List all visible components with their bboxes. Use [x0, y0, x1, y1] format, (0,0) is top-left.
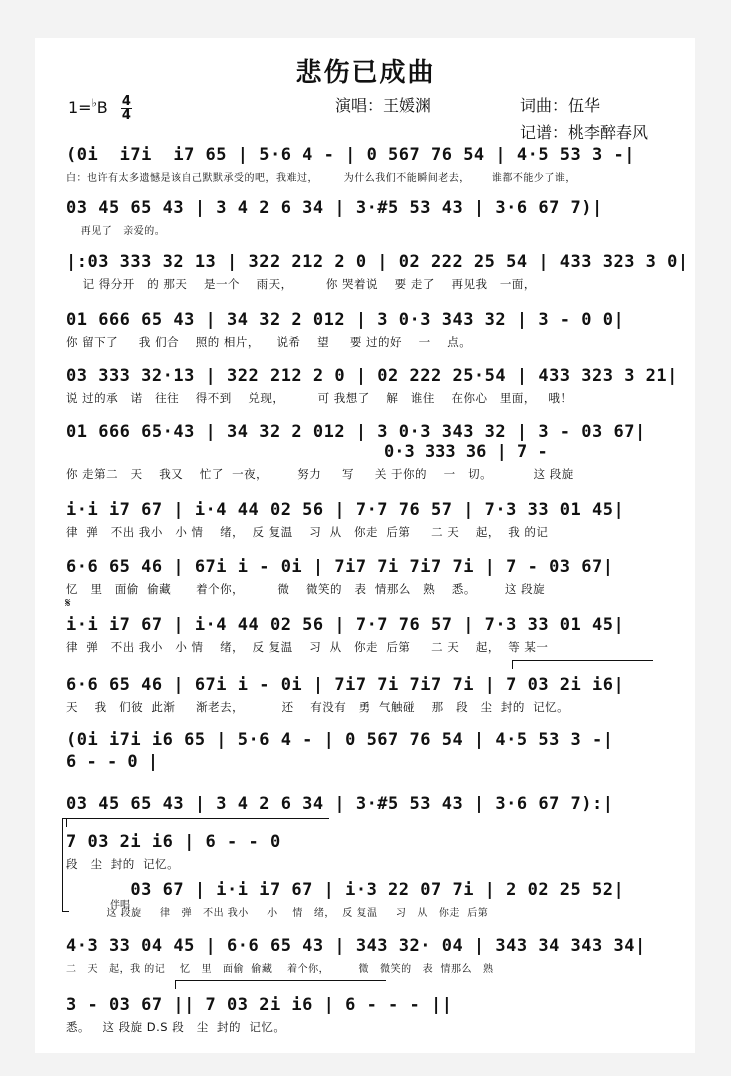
volta-bracket-2 [66, 818, 329, 827]
notation: 01 666 65·43 | 34 32 2 012 | 3 0·3 343 32 | 3 - 03 67| [66, 422, 646, 442]
notation: 01 666 65 43 | 34 32 2 012 | 3 0·3 343 32 | 3 - 0 0| [66, 310, 625, 330]
key-note: B [96, 98, 108, 117]
alternate-notation: 0·3 333 36 | 7 - [384, 442, 548, 462]
lyrics: 记 得分开 的 那天 是一个 雨天， 你 哭着说 要 走了 再见我 一面， [66, 277, 536, 291]
lyrics: 再见了 亲爱的。 [66, 226, 166, 237]
lyrics: 你 走第二 天 我又 忙了 一夜， 努力 写 关 于你的 一 切。 这 段旋 [66, 467, 574, 481]
notation: (0i i7i i7 65 | 5·6 4 - | 0 567 76 54 | 4·5 53 3 -| [66, 145, 635, 165]
lyrics: 二 天 起，我 的记 忆 里 面偷 偷藏 着个你， 微 微笑的 表 情那么 熟 [66, 964, 494, 975]
lyrics: 白：也许有太多遗憾是该自己默默承受的吧，我难过， 为什么我们不能瞬间老去， 谁都不能少了谁， [66, 173, 576, 184]
segno-icon: 𝄋 [65, 596, 71, 611]
notation: 4·3 33 04 45 | 6·6 65 43 | 343 32· 04 | 343 34 343 34| [66, 936, 646, 956]
notation: 3 - 03 67 || 7 03 2i i6 | 6 - - - || [66, 995, 453, 1015]
notation: i·i i7 67 | i·4 44 02 56 | 7·7 76 57 | 7·3 33 01 45| [66, 500, 625, 520]
notation: 03 45 65 43 | 3 4 2 6 34 | 3·#5 53 43 | 3·6 67 7)| [66, 198, 603, 218]
alternate-notation: 6 - - 0 | [66, 752, 159, 772]
lyrics: 律 弹 不出 我小 小 情 绪， 反 复温 习 从 你走 后第 二 天 起， 等 某一 [66, 640, 549, 654]
time-bottom: 4 [121, 108, 131, 123]
notation: |:03 333 32 13 | 322 212 2 0 | 02 222 25 54 | 433 323 3 0| [66, 252, 689, 272]
lyrics: 天 我 们彼 此渐 渐老去， 还 有没有 勇 气触碰 那 段 尘 封的 记忆。 [66, 700, 570, 714]
volta-bracket-1 [512, 660, 653, 669]
lyrics: 律 弹 不出 我小 小 情 绪， 反 复温 习 从 你走 后第 二 天 起， 我 的记 [66, 525, 549, 539]
notation: 03 45 65 43 | 3 4 2 6 34 | 3·#5 53 43 | 3·6 67 7):| [66, 794, 614, 814]
time-signature [121, 95, 132, 122]
notation: 6·6 65 46 | 67i i - 0i | 7i7 7i 7i7 7i | 7 - 03 67| [66, 557, 614, 577]
volta-bracket-3 [175, 980, 386, 989]
lyrics: 这 段旋 律 弹 不出 我小 小 情 绪， 反 复温 习 从 你走 后第 [66, 908, 489, 919]
flat-sign: ♭ [91, 96, 97, 110]
time-top: 4 [121, 94, 131, 109]
notation: 03 67 | i·i i7 67 | i·3 22 07 7i | 2 02 25 52| [66, 880, 625, 900]
lyrics: 段 尘 封的 记忆。 [66, 857, 180, 871]
composer-credit: 词曲：伍华 [520, 96, 601, 115]
lyrics: 说 过的承 诺 往往 得不到 兑现， 可 我想了 解 谁住 在你心 里面， 哦！ [66, 391, 573, 405]
lyrics: 你 留下了 我 们合 照的 相片， 说希 望 要 过的好 一 点。 [66, 335, 472, 349]
vocal-label: 伴唱 [110, 900, 130, 911]
notation: 7 03 2i i6 | 6 - - 0 [66, 832, 281, 852]
recorder-credit: 记谱：桃李醉春风 [520, 123, 649, 142]
notation: 6·6 65 46 | 67i i - 0i | 7i7 7i 7i7 7i | 7 03 2i i6| [66, 675, 625, 695]
lyrics: 悉。 这 段旋 D.S 段 尘 封的 记忆。 [66, 1020, 286, 1034]
singer-credit: 演唱：王媛渊 [335, 96, 432, 115]
notation: (0i i7i i6 65 | 5·6 4 - | 0 567 76 54 | 4·5 53 3 -| [66, 730, 614, 750]
notation: i·i i7 67 | i·4 44 02 56 | 7·7 76 57 | 7·3 33 01 45| [66, 615, 625, 635]
key-signature [68, 95, 132, 122]
key-prefix: 1= [68, 98, 92, 117]
song-title: 悲伤已成曲 [295, 58, 436, 88]
notation: 03 333 32·13 | 322 212 2 0 | 02 222 25·54 | 433 323 3 21| [66, 366, 678, 386]
score-sheet [35, 38, 695, 1053]
lyrics: 忆 里 面偷 偷藏 着个你， 微 微笑的 表 情那么 熟 悉。 这 段旋 [66, 582, 546, 596]
